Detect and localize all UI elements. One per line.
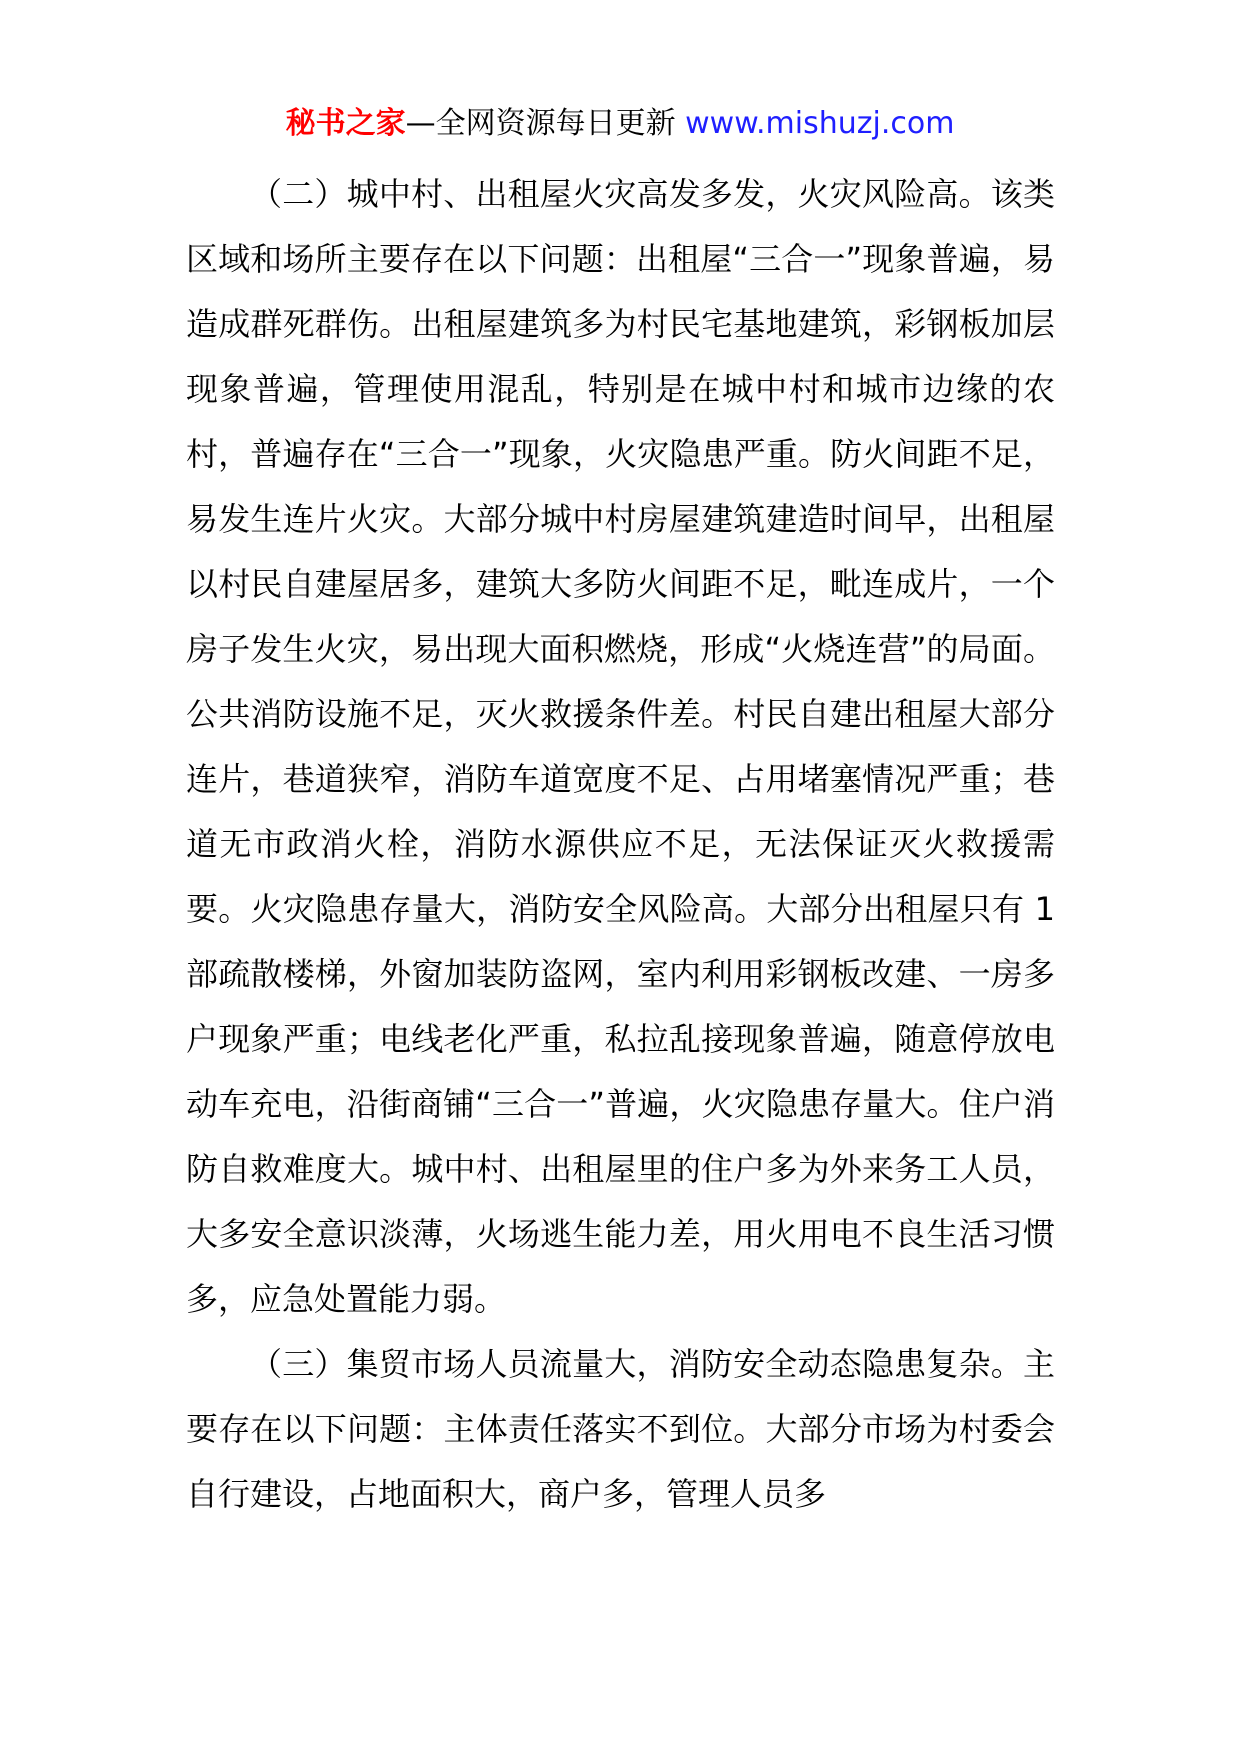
document-body [186,162,1055,1527]
paragraph-section-3: （三）集贸市场人员流量大，消防安全动态隐患复杂。主要存在以下问题：主体责任落实不到位。大部分市场为村委会自行建设，占地面积大，商户多，管理人员多 [186,1345,1055,1513]
paragraph-section-2: （二）城中村、出租屋火灾高发多发，火灾风险高。该类区域和场所主要存在以下问题：出租屋“三合一”现象普遍，易造成群死群伤。出租屋建筑多为村民宅基地建筑，彩钢板加层现象普遍，管理使用混乱，特别是在城中村和城市边缘的农村，普遍存在“三合一”现象，火灾隐患严重。防火间距不足，易发生连片火灾。大部分城中村房屋建筑建造时间早，出租屋以村民自建屋居多，建筑大多防火间距不足，毗连成片，一个房子发生火灾，易出现大面积燃烧，形成“火烧连营”的局面。公共消防设施不足，灭火救援条件差。村民自建出租屋大部分连片，巷道狭窄，消防车道宽度不足、占用堵塞情况严重；巷道无市政消火栓，消防水源供应不足，无法保证灭火救援需要。火灾隐患存量大，消防安全风险高。大部分出租屋只有 1 部疏散楼梯，外窗加装防盗网，室内利用彩钢板改建、一房多户现象严重；电线老化严重，私拉乱接现象普遍，随意停放电动车充电，沿街商铺“三合一”普遍，火灾隐患存量大。住户消防自救难度大。城中村、出租屋里的住户多为外来务工人员，大多安全意识淡薄，火场逃生能力差，用火用电不良生活习惯多，应急处置能力弱。 [186,175,1055,1318]
site-brand: 秘书之家 [285,106,406,141]
site-url[interactable]: www.mishuzj.com [685,106,955,141]
site-header [0,104,1240,144]
site-tagline: —全网资源每日更新 [405,106,686,141]
